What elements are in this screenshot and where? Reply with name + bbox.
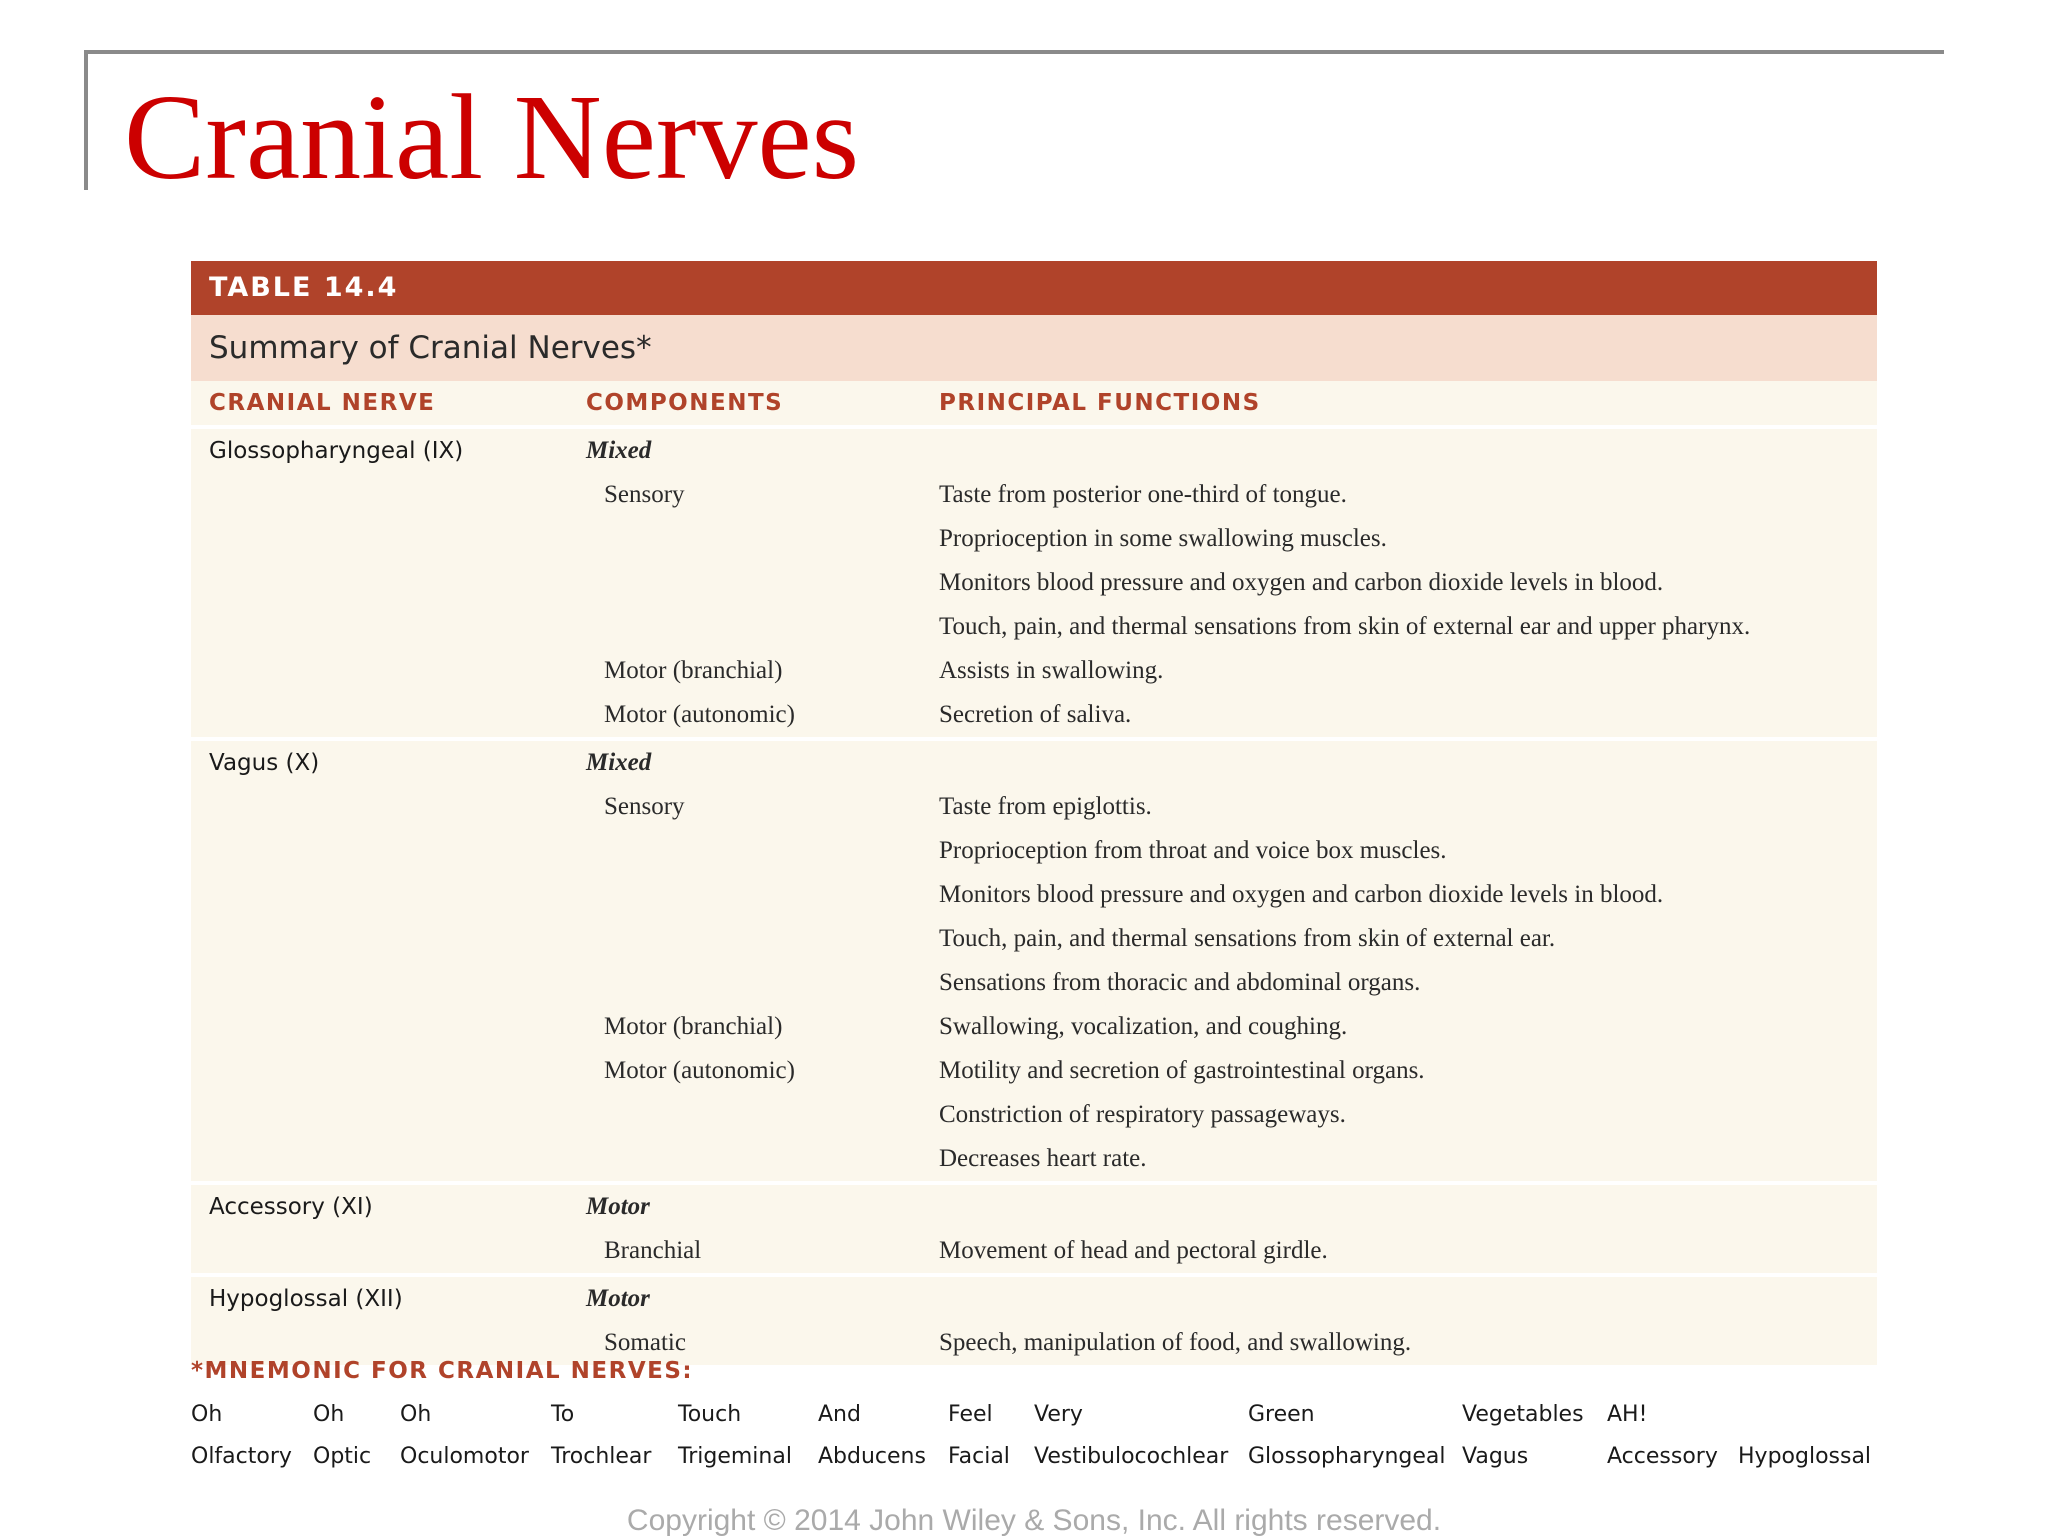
component-cell: Branchial bbox=[604, 1237, 702, 1264]
table-label: TABLE 14.4 bbox=[191, 261, 1877, 315]
table-header-row bbox=[191, 381, 1877, 429]
table-group-hypoglossal bbox=[191, 1277, 1877, 1369]
slide-frame-top-line bbox=[84, 50, 1944, 54]
component-cell: Motor (branchial) bbox=[604, 1013, 783, 1040]
mnemonic-nerve: Vagus bbox=[1462, 1444, 1529, 1469]
copyright-notice: Copyright © 2014 John Wiley & Sons, Inc. All rights reserved. bbox=[626, 1504, 1442, 1537]
mnemonic-nerve: Abducens bbox=[818, 1444, 926, 1469]
mnemonic-nerve: Facial bbox=[948, 1444, 1010, 1469]
nerve-name: Glossopharyngeal (IX) bbox=[209, 438, 464, 464]
component-cell: Sensory bbox=[604, 481, 685, 508]
mnemonic-nerve: Trigeminal bbox=[678, 1444, 792, 1469]
mnemonic-word: Oh bbox=[313, 1402, 345, 1427]
mnemonic-title: *MNEMONIC FOR CRANIAL NERVES: bbox=[191, 1358, 694, 1384]
mnemonic-nerve: Accessory bbox=[1607, 1444, 1718, 1469]
mnemonic-nerve: Hypoglossal bbox=[1738, 1444, 1872, 1469]
table-row bbox=[191, 429, 1877, 473]
table-row bbox=[191, 561, 1877, 605]
component-type: Mixed bbox=[586, 437, 652, 464]
header-components: COMPONENTS bbox=[586, 390, 784, 416]
slide-frame-left-line bbox=[84, 50, 88, 190]
function-cell: Monitors blood pressure and oxygen and carbon dioxide levels in blood. bbox=[939, 881, 1664, 908]
component-cell: Motor (autonomic) bbox=[604, 1057, 795, 1084]
mnemonic-nerve: Glossopharyngeal bbox=[1248, 1444, 1446, 1469]
table-row bbox=[191, 1137, 1877, 1181]
component-cell: Motor (autonomic) bbox=[604, 701, 795, 728]
function-cell: Movement of head and pectoral girdle. bbox=[939, 1237, 1328, 1264]
table-row bbox=[191, 785, 1877, 829]
table-row bbox=[191, 473, 1877, 517]
function-cell: Assists in swallowing. bbox=[939, 657, 1164, 684]
mnemonic-nerve: Trochlear bbox=[551, 1444, 652, 1469]
table-title: Summary of Cranial Nerves* bbox=[191, 315, 1877, 381]
function-cell: Taste from posterior one-third of tongue. bbox=[939, 481, 1347, 508]
mnemonic-word: To bbox=[551, 1402, 575, 1427]
nerve-name: Hypoglossal (XII) bbox=[209, 1286, 403, 1312]
table-row bbox=[191, 1277, 1877, 1321]
header-principal-functions: PRINCIPAL FUNCTIONS bbox=[939, 390, 1261, 416]
function-cell: Sensations from thoracic and abdominal organs. bbox=[939, 969, 1421, 996]
function-cell: Proprioception in some swallowing muscles. bbox=[939, 525, 1387, 552]
function-cell: Proprioception from throat and voice box muscles. bbox=[939, 837, 1447, 864]
slide-title: Cranial Nerves bbox=[124, 70, 860, 205]
mnemonic-nerve: Optic bbox=[313, 1444, 372, 1469]
component-cell: Sensory bbox=[604, 793, 685, 820]
table-row bbox=[191, 1049, 1877, 1093]
function-cell: Secretion of saliva. bbox=[939, 701, 1132, 728]
mnemonic-word: Very bbox=[1034, 1402, 1083, 1427]
mnemonic-word: Feel bbox=[948, 1402, 993, 1427]
nerve-name: Accessory (XI) bbox=[209, 1194, 373, 1220]
table-row bbox=[191, 961, 1877, 1005]
header-cranial-nerve: CRANIAL NERVE bbox=[209, 390, 436, 416]
function-cell: Touch, pain, and thermal sensations from skin of external ear. bbox=[939, 925, 1556, 952]
table-row bbox=[191, 1185, 1877, 1229]
cranial-nerves-table bbox=[191, 261, 1877, 1369]
mnemonic-word: Oh bbox=[400, 1402, 432, 1427]
component-type: Mixed bbox=[586, 749, 652, 776]
function-cell: Swallowing, vocalization, and coughing. bbox=[939, 1013, 1348, 1040]
component-type: Motor bbox=[586, 1285, 650, 1312]
mnemonic-nerve: Olfactory bbox=[191, 1444, 292, 1469]
mnemonic-word: Vegetables bbox=[1462, 1402, 1584, 1427]
table-row bbox=[191, 1229, 1877, 1273]
table-group-glossopharyngeal bbox=[191, 429, 1877, 741]
function-cell: Speech, manipulation of food, and swallowing. bbox=[939, 1329, 1412, 1356]
table-group-vagus bbox=[191, 741, 1877, 1185]
component-type: Motor bbox=[586, 1193, 650, 1220]
mnemonic-word: Touch bbox=[678, 1402, 742, 1427]
table-row bbox=[191, 1005, 1877, 1049]
function-cell: Monitors blood pressure and oxygen and carbon dioxide levels in blood. bbox=[939, 569, 1664, 596]
mnemonic-nerve: Vestibulocochlear bbox=[1034, 1444, 1229, 1469]
table-group-accessory bbox=[191, 1185, 1877, 1277]
mnemonic-nerve: Oculomotor bbox=[400, 1444, 529, 1469]
table-row bbox=[191, 829, 1877, 873]
table-row bbox=[191, 873, 1877, 917]
table-row bbox=[191, 605, 1877, 649]
function-cell: Touch, pain, and thermal sensations from skin of external ear and upper pharynx. bbox=[939, 613, 1751, 640]
mnemonic-word: AH! bbox=[1607, 1402, 1648, 1427]
table-row bbox=[191, 741, 1877, 785]
nerve-name: Vagus (X) bbox=[209, 750, 320, 776]
table-row bbox=[191, 693, 1877, 737]
function-cell: Decreases heart rate. bbox=[939, 1145, 1147, 1172]
mnemonic-word: Green bbox=[1248, 1402, 1315, 1427]
mnemonic-word: Oh bbox=[191, 1402, 223, 1427]
component-cell: Somatic bbox=[604, 1329, 686, 1356]
table-row bbox=[191, 1093, 1877, 1137]
function-cell: Motility and secretion of gastrointestinal organs. bbox=[939, 1057, 1425, 1084]
mnemonic-word: And bbox=[818, 1402, 861, 1427]
table-row bbox=[191, 917, 1877, 961]
component-cell: Motor (branchial) bbox=[604, 657, 783, 684]
table-row bbox=[191, 649, 1877, 693]
table-row bbox=[191, 517, 1877, 561]
function-cell: Constriction of respiratory passageways. bbox=[939, 1101, 1346, 1128]
function-cell: Taste from epiglottis. bbox=[939, 793, 1152, 820]
